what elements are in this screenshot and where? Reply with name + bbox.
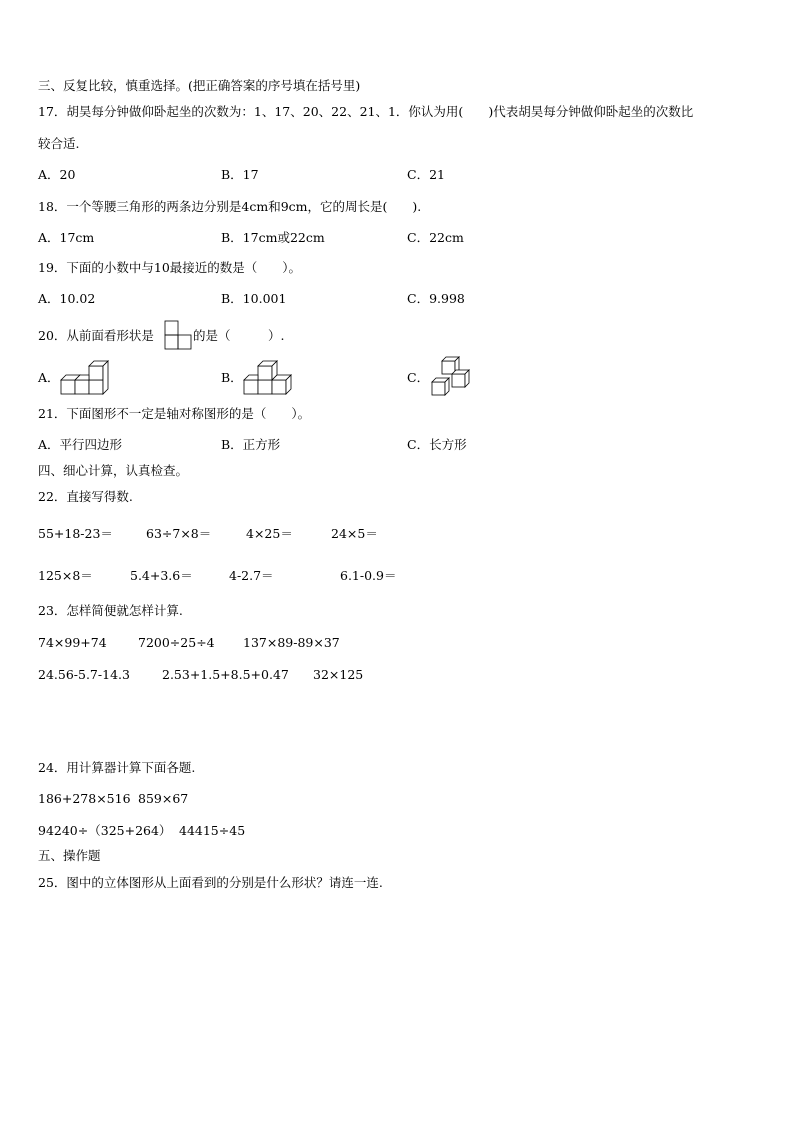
q17-stem-line1: 17．胡昊每分钟做仰卧起坐的次数为：1、17、20、22、21、1．你认为用( )代表胡昊每分钟做仰卧起坐的次数比 xyxy=(38,104,694,119)
q19-option-b[interactable]: B．10.001 xyxy=(221,291,287,306)
q20-option-c[interactable]: C． xyxy=(407,370,430,385)
q21-option-b[interactable]: B．正方形 xyxy=(221,437,281,452)
q23-item: 24.56-5.7-14.3 xyxy=(38,667,130,682)
q20-option-a[interactable]: A． xyxy=(38,370,60,385)
q24-item: 94240÷（325+264） xyxy=(38,823,172,838)
q22-item: 4×25＝ xyxy=(246,526,293,541)
q19-option-a[interactable]: A．10.02 xyxy=(38,291,96,306)
q18-option-b[interactable]: B．17cm或22cm xyxy=(221,230,325,245)
q22-item: 63÷7×8＝ xyxy=(146,526,212,541)
q23-item: 7200÷25÷4 xyxy=(138,635,215,650)
q17-option-b[interactable]: B．17 xyxy=(221,167,259,182)
q23-item: 137×89-89×37 xyxy=(243,635,340,650)
q18-option-c[interactable]: C．22cm xyxy=(407,230,464,245)
q21-option-c[interactable]: C．长方形 xyxy=(407,437,467,452)
q23-item: 2.53+1.5+8.5+0.47 xyxy=(162,667,289,682)
q25-stem: 25．图中的立体图形从上面看到的分别是什么形状？请连一连. xyxy=(38,875,383,890)
q23-item: 74×99+74 xyxy=(38,635,107,650)
section-5-heading: 五、操作题 xyxy=(38,848,101,863)
cube-stack-c-icon xyxy=(430,356,474,398)
q23-item: 32×125 xyxy=(313,667,364,682)
q18-stem: 18．一个等腰三角形的两条边分别是4cm和9cm，它的周长是( ). xyxy=(38,199,422,214)
q22-stem: 22．直接写得数. xyxy=(38,489,133,504)
q17-option-a[interactable]: A．20 xyxy=(38,167,76,182)
q24-stem: 24．用计算器计算下面各题. xyxy=(38,760,196,775)
q20-stem-after: 的是（ ）. xyxy=(193,328,285,343)
section-3-heading: 三、反复比较，慎重选择。(把正确答案的序号填在括号里) xyxy=(38,78,361,93)
q22-item: 55+18-23＝ xyxy=(38,526,113,541)
q22-item: 6.1-0.9＝ xyxy=(340,568,397,583)
q22-item: 125×8＝ xyxy=(38,568,93,583)
q17-option-c[interactable]: C．21 xyxy=(407,167,445,182)
q24-item: 44415÷45 xyxy=(179,823,246,838)
front-view-shape-icon xyxy=(164,320,192,350)
q17-stem-line2: 较合适. xyxy=(38,136,80,151)
q20-option-b[interactable]: B． xyxy=(221,370,243,385)
q21-stem: 21．下面图形不一定是轴对称图形的是（ ）。 xyxy=(38,406,311,421)
cube-stack-a-icon xyxy=(60,360,110,396)
q21-option-a[interactable]: A．平行四边形 xyxy=(38,437,123,452)
q23-stem: 23．怎样简便就怎样计算. xyxy=(38,603,183,618)
q20-stem-before: 20．从前面看形状是 xyxy=(38,328,154,343)
cube-stack-b-icon xyxy=(243,360,295,396)
q22-item: 24×5＝ xyxy=(331,526,378,541)
section-4-heading: 四、细心计算，认真检查。 xyxy=(38,463,189,478)
q24-item: 859×67 xyxy=(138,791,189,806)
q19-stem: 19．下面的小数中与10最接近的数是（ ）。 xyxy=(38,260,302,275)
q18-option-a[interactable]: A．17cm xyxy=(38,230,95,245)
q24-item: 186+278×516 xyxy=(38,791,131,806)
q22-item: 5.4+3.6＝ xyxy=(130,568,193,583)
q19-option-c[interactable]: C．9.998 xyxy=(407,291,465,306)
q22-item: 4-2.7＝ xyxy=(229,568,274,583)
